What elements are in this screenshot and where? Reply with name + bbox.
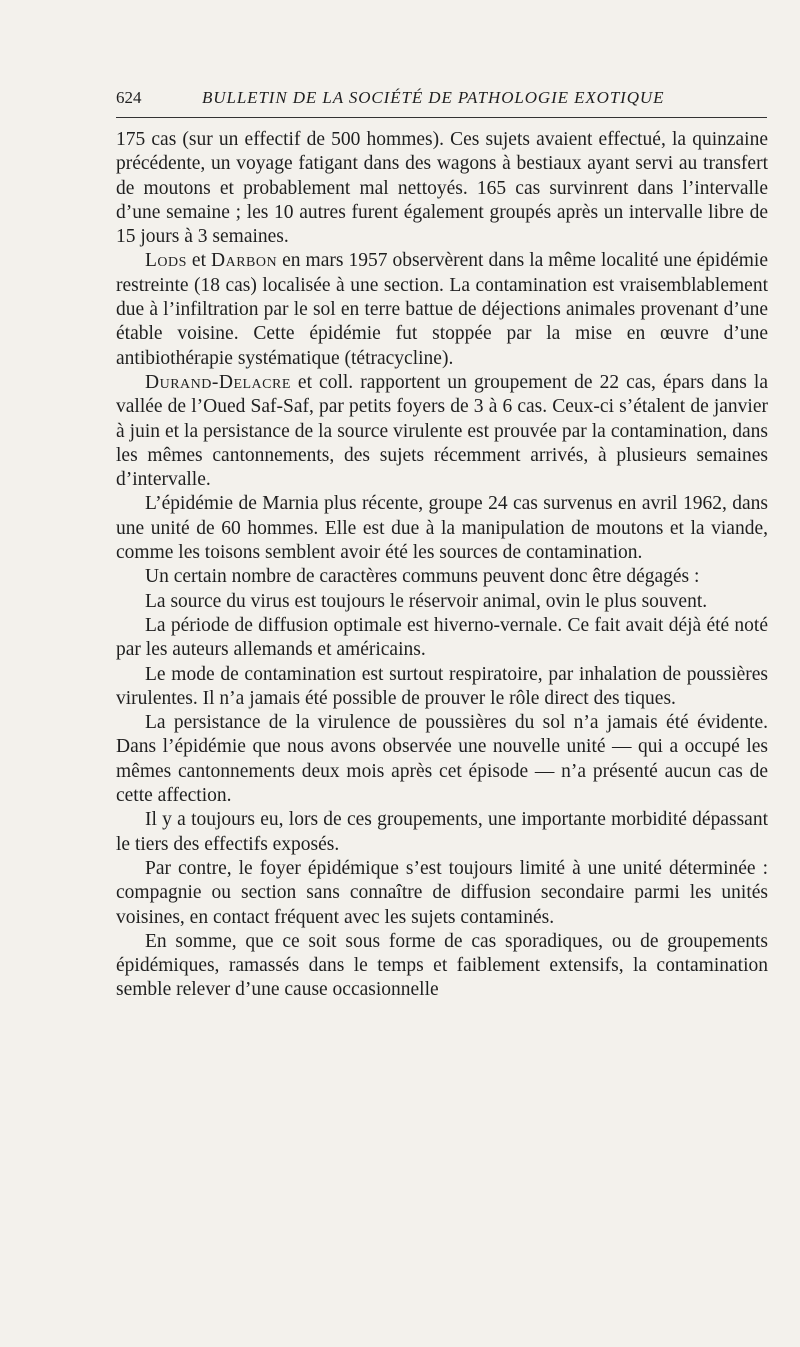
paragraph-text: Par contre, le foyer épidémique s’est toujours limité à une unité déterminée : compagnie ou section sans connaître de diffusion secondaire parmi les unités voisines, en contact fréquent avec les sujets contaminés.	[116, 857, 768, 928]
paragraph-text: La période de diffusion optimale est hiverno-vernale. Ce fait avait déjà été noté par les auteurs allemands et américains.	[116, 614, 768, 661]
paragraph-text: L’épidémie de Marnia plus récente, groupe 24 cas survenus en avril 1962, dans une unité de 60 hommes. Elle est due à la manipulation de moutons et la viande, comme les toisons semblent avoir été les sources de contamination.	[116, 493, 768, 564]
paragraph-lods-darbon	[116, 249, 768, 370]
paragraph-text: La source du virus est toujours le réservoir animal, ovin le plus souvent.	[145, 590, 708, 612]
paragraph	[116, 614, 768, 663]
paragraph-text: En somme, que ce soit sous forme de cas sporadiques, ou de groupements épidémiques, ramassés dans le temps et faiblement extensifs, la contamination semble relever d’une cause occasionnelle	[116, 930, 768, 1001]
paragraph-text: 175 cas (sur un effectif de 500 hommes). Ces sujets avaient effectué, la quinzaine précédente, un voyage fatigant dans des wagons à bestiaux ayant servi au transfert de moutons et probablement mal nettoyés. 165 cas survinrent dans l’intervalle d’une semaine ; les 10 autres furent également groupés après un intervalle libre de 15 jours à 3 semaines.	[116, 129, 768, 248]
paragraph-text: Un certain nombre de caractères communs peuvent donc être dégagés :	[145, 566, 700, 588]
paragraph	[116, 711, 768, 808]
paragraph-continuation	[116, 128, 768, 249]
author-name: Lods	[145, 250, 187, 272]
paragraph	[116, 857, 768, 930]
paragraph-text: La persistance de la virulence de poussières du sol n’a jamais été évidente. Dans l’épidémie que nous avons observée une nouvelle unité — qui a occupé les mêmes cantonnements deux mois après cet épisode — n’a présenté aucun cas de cette affection.	[116, 712, 768, 807]
paragraph-text: et	[186, 250, 212, 272]
paragraph	[116, 808, 768, 857]
paragraph	[116, 930, 768, 1003]
paragraph-text: Il y a toujours eu, lors de ces groupements, une importante morbidité dépassant le tiers des effectifs exposés.	[116, 809, 768, 855]
author-name: Darbon	[211, 250, 278, 272]
paragraph-text: en mars 1957 observèrent dans la même localité une épidémie restreinte (18 cas) localisée à une section. La contamination est vraisemblablement due à l’infiltration par le sol en terre battue de déjections animales provenant d’une étable voisine. Cette épidémie fut stoppée par la mise en œuvre d’une antibiothérapie systématique (tétracycline).	[116, 250, 768, 369]
journal-title: BULLETIN DE LA SOCIÉTÉ DE PATHOLOGIE EXOTIQUE	[202, 88, 665, 107]
paragraph	[116, 565, 768, 589]
paragraph-text: Le mode de contamination est surtout respiratoire, par inhalation de poussières virulentes. Il n’a jamais été possible de prouver le rôle direct des tiques.	[116, 663, 768, 709]
running-header	[116, 88, 766, 114]
paragraph	[116, 590, 768, 614]
page-number: 624	[116, 88, 142, 107]
paragraph	[116, 492, 768, 565]
author-name: Durand-Delacre	[145, 371, 291, 393]
paragraph-text: et coll. rapportent un groupement de 22 cas, épars dans la vallée de l’Oued Saf-Saf, par petits foyers de 3 à 6 cas. Ceux-ci s’étalent de janvier à juin et la persistance de la source virulente est prouvée par la contamination, dans les mêmes cantonnements, des sujets récemment arrivés, à plusieurs semaines d’intervalle.	[116, 371, 768, 491]
paragraph	[116, 663, 768, 712]
header-rule	[116, 117, 767, 118]
body-text	[116, 128, 768, 1003]
paragraph-durand-delacre	[116, 371, 768, 492]
